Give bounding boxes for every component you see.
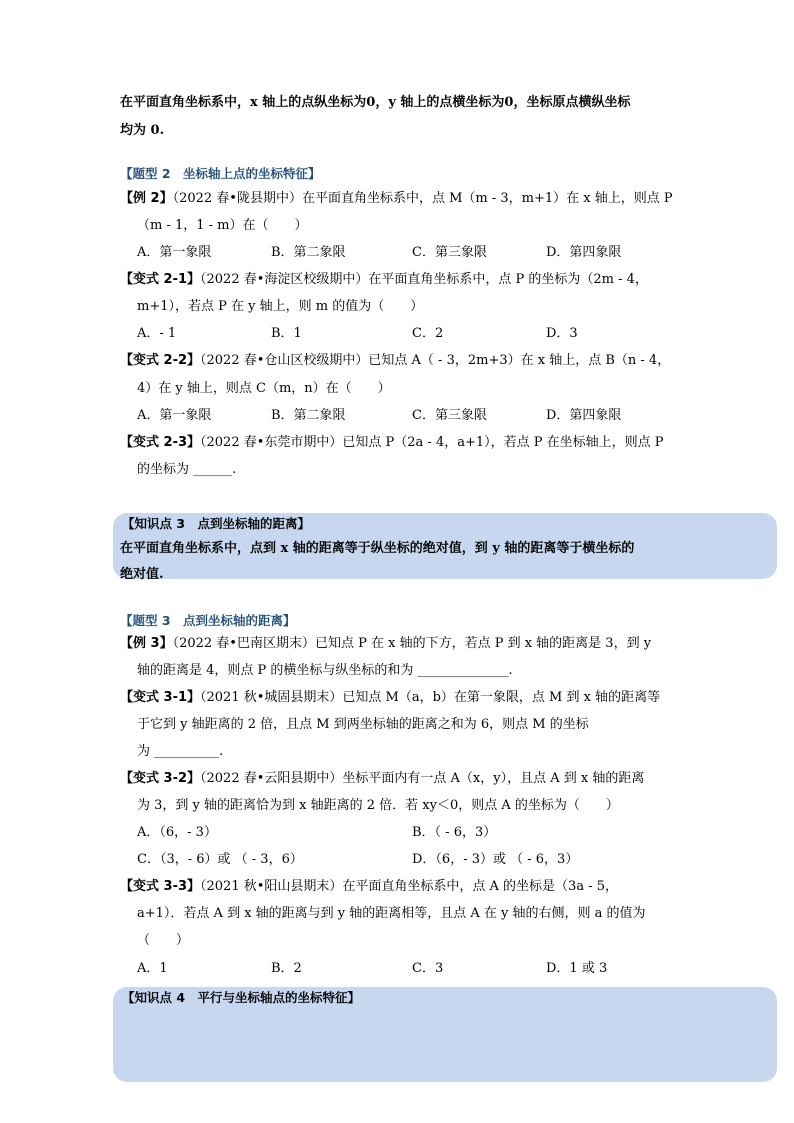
option-c: C．2 <box>412 326 444 341</box>
question-text: （2022 春•东莞市期中）已知点 P（2a - 4，a+1），若点 P 在坐标轴上，则点 P <box>200 435 664 450</box>
question-text: （2022 春•陇县期中）在平面直角坐标系中，点 M（m - 3，m+1）在 x 轴上，则点 P <box>172 191 673 206</box>
question-tag: 【例 3】 <box>120 636 173 651</box>
type2-q3-line-1 <box>120 352 670 370</box>
type2-q4-line-1 <box>120 434 664 452</box>
type3-q1-line-2: 轴的距离是 4，则点 P 的横坐标与纵坐标的和为 ______________. <box>137 663 513 678</box>
option-a: A．第一象限 <box>137 408 212 423</box>
question-tag: 【变式 3-3】 <box>120 879 201 894</box>
question-text: （2021 秋•城固县期末）已知点 M（a，b）在第一象限，点 M 到 x 轴的距离等 <box>200 690 661 705</box>
knowledge-3-line-2: 绝对值. <box>120 567 164 582</box>
question-text: （2022 春•巴南区期末）已知点 P 在 x 轴的下方，若点 P 到 x 轴的距离是 3，到 y <box>172 636 652 651</box>
option-d: D．3 <box>546 326 578 341</box>
type3-q2-line-2: 于它到 y 轴距离的 2 倍，且点 M 到两坐标轴的距离之和为 6，则点 M 的坐标 <box>137 717 589 732</box>
knowledge-3-line-1: 在平面直角坐标系中，点到 x 轴的距离等于纵坐标的绝对值，到 y 轴的距离等于横坐标的 <box>120 541 635 556</box>
type3-q3-line-1 <box>120 770 644 788</box>
type3-q4-line-2: a+1）．若点 A 到 x 轴的距离与到 y 轴的距离相等，且点 A 在 y 轴的右侧，则 a 的值为 <box>137 906 646 921</box>
type2-q2-line-2: m+1），若点 P 在 y 轴上，则 m 的值为（ ） <box>137 299 424 314</box>
question-tag: 【变式 2-2】 <box>120 353 201 368</box>
type2-q3-line-2: 4）在 y 轴上，则点 C（m，n）在（ ） <box>137 381 391 396</box>
type2-q1-line-2: （m - 1，1 - m）在（ ） <box>137 218 308 233</box>
question-text: （2022 春•海淀区校级期中）在平面直角坐标系中，点 P 的坐标为（2m - 4， <box>200 272 648 287</box>
option-a: A．1 <box>137 961 168 976</box>
option-b: B．第二象限 <box>271 245 346 260</box>
type2-heading: 【题型 2 坐标轴上点的坐标特征】 <box>120 166 321 181</box>
option-c: C．第三象限 <box>412 408 487 423</box>
knowledge-4-heading: 【知识点 4 平行与坐标轴点的坐标特征】 <box>122 990 361 1005</box>
option-d: D．1 或 3 <box>546 961 608 976</box>
option-a: A．（6，- 3） <box>137 825 217 840</box>
question-tag: 【变式 3-1】 <box>120 690 201 705</box>
question-tag: 【变式 2-3】 <box>120 435 201 450</box>
question-tag: 【变式 2-1】 <box>120 272 201 287</box>
question-tag: 【例 2】 <box>120 191 173 206</box>
type3-q4-line-1 <box>120 878 618 896</box>
option-b: B．（ - 6，3） <box>412 825 497 840</box>
intro-line-2: 均为 0. <box>120 123 165 138</box>
type2-q2-line-1 <box>120 271 648 289</box>
option-d: D．（6，- 3）或 （ - 6，3） <box>412 852 579 867</box>
question-text: （2022 春•云阳县期中）坐标平面内有一点 A（x，y），且点 A 到 x 轴的距离 <box>200 771 645 786</box>
question-tag: 【变式 3-2】 <box>120 771 201 786</box>
type3-q3-line-2: 为 3，到 y 轴的距离恰为到 x 轴距离的 2 倍．若 xy＜0，则点 A 的坐标为（ ） <box>137 798 619 813</box>
question-text: （2021 秋•阳山县期末）在平面直角坐标系中，点 A 的坐标是（3a - 5， <box>200 879 619 894</box>
type2-q1-line-1 <box>120 190 673 208</box>
type3-q2-line-3: 为 __________. <box>137 744 224 759</box>
type3-q1-line-1 <box>120 635 651 653</box>
type3-q2-line-1 <box>120 689 660 707</box>
knowledge-3-heading: 【知识点 3 点到坐标轴的距离】 <box>122 516 311 531</box>
type2-q4-line-2: 的坐标为 ______. <box>137 462 237 477</box>
question-text: （2022 春•仓山区校级期中）已知点 A（ - 3，2m+3）在 x 轴上，点 B（n - 4， <box>200 353 671 368</box>
intro-line-1: 在平面直角坐标系中，x 轴上的点纵坐标为0，y 轴上的点横坐标为0，坐标原点横纵坐标 <box>120 95 631 110</box>
option-c: C．第三象限 <box>412 245 487 260</box>
option-b: B．1 <box>271 326 302 341</box>
option-b: B．第二象限 <box>271 408 346 423</box>
type3-heading: 【题型 3 点到坐标轴的距离】 <box>120 613 296 628</box>
option-d: D．第四象限 <box>546 245 622 260</box>
option-c: C．（3，- 6）或 （ - 3，6） <box>137 852 303 867</box>
option-a: A．第一象限 <box>137 245 212 260</box>
type3-q4-line-3: （ ） <box>137 933 190 948</box>
option-d: D．第四象限 <box>546 408 622 423</box>
option-c: C．3 <box>412 961 444 976</box>
option-a: A．- 1 <box>137 326 177 341</box>
option-b: B．2 <box>271 961 302 976</box>
